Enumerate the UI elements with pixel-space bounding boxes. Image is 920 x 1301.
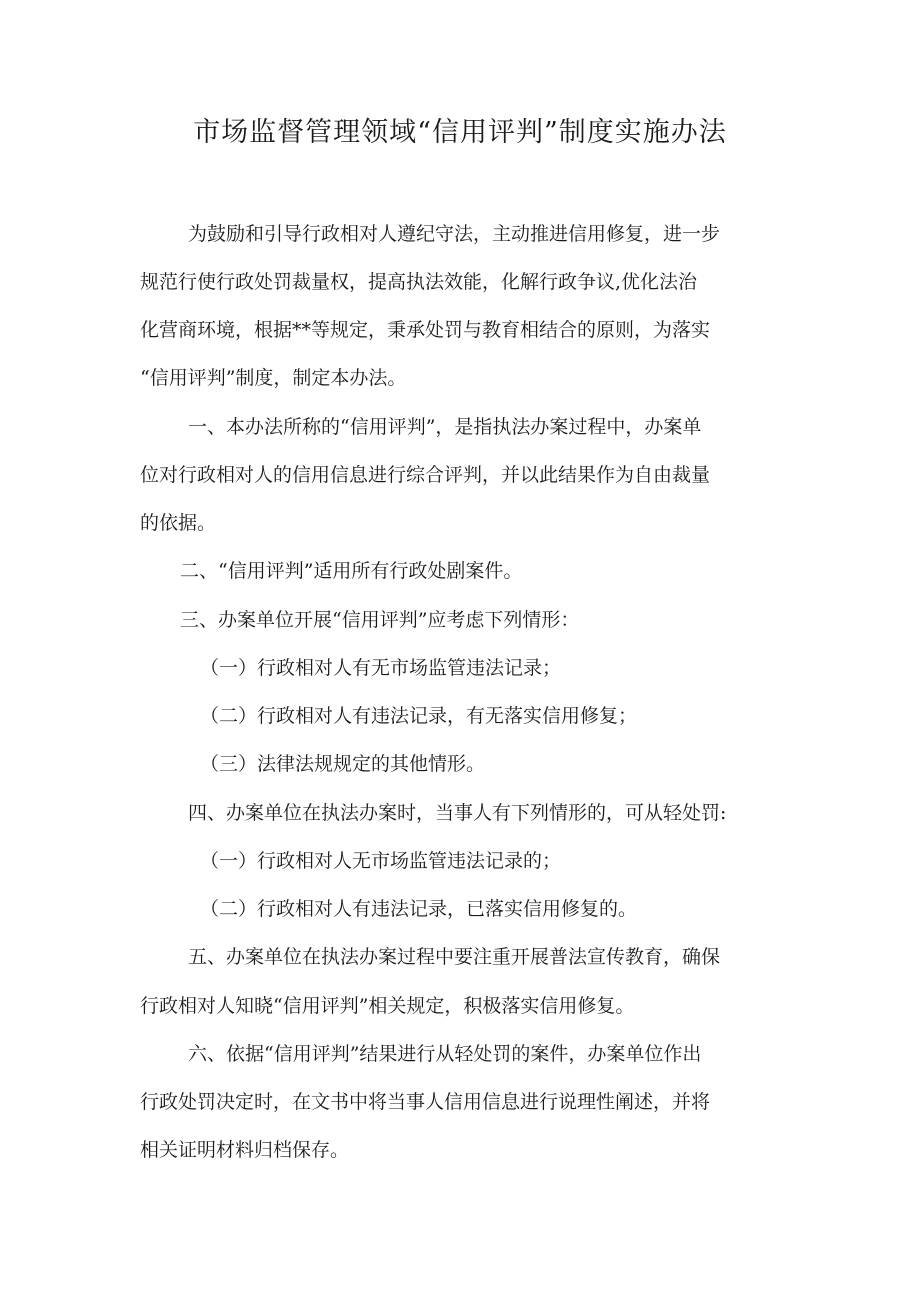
intro-line-3: 化营商环境，根据**等规定，秉承处罚与教育相结合的原则，为落实 bbox=[140, 319, 711, 341]
article-5-line-1: 五、办案单位在执法办案过程中要注重开展普法宣传教育，确保 bbox=[188, 946, 721, 968]
article-4-item-2: （二）行政相对人有违法记录，已落实信用修复的。 bbox=[200, 898, 638, 920]
article-2: 二、“信用评判”适用所有行政处剧案件。 bbox=[180, 560, 523, 582]
article-3: 三、办案单位开展“信用评判”应考虑下列情形： bbox=[180, 609, 580, 631]
intro-line-2: 规范行使行政处罚裁量权，提高执法效能，化解行政争议,优化法治 bbox=[140, 271, 698, 293]
document-title: 市场监督管理领域“信用评判”制度实施办法 bbox=[193, 117, 727, 148]
article-1-line-2: 位对行政相对人的信用信息进行综合评判，并以此结果作为自由裁量 bbox=[140, 464, 711, 486]
article-4-item-1: （一）行政相对人无市场监管违法记录的； bbox=[200, 850, 562, 872]
article-1-line-1: 一、本办法所称的“信用评判”，是指执法办案过程中，办案单 bbox=[188, 416, 702, 438]
article-3-item-1: （一）行政相对人有无市场监管违法记录； bbox=[200, 657, 562, 679]
article-3-item-2: （二）行政相对人有违法记录，有无落实信用修复； bbox=[200, 705, 638, 727]
article-6-line-2: 行政处罚决定时，在文书中将当事人信用信息进行说理性阐述，并将 bbox=[140, 1091, 711, 1113]
article-5-line-2: 行政相对人知晓“信用评判”相关规定，积极落实信用修复。 bbox=[140, 995, 635, 1017]
article-3-item-3: （三）法律法规规定的其他情形。 bbox=[200, 753, 486, 775]
article-6-line-3: 相关证明材料归档保存。 bbox=[140, 1139, 350, 1161]
article-4: 四、办案单位在执法办案时，当事人有下列情形的，可从轻处罚: bbox=[188, 802, 727, 824]
intro-line-1: 为鼓励和引导行政相对人遵纪守法，主动推进信用修复，进一步 bbox=[188, 223, 721, 245]
intro-line-4: “信用评判”制度，制定本办法。 bbox=[140, 367, 407, 389]
article-1-line-3: 的依据。 bbox=[140, 512, 217, 534]
article-6-line-1: 六、依据“信用评判”结果进行从轻处罚的案件，办案单位作出 bbox=[188, 1043, 702, 1065]
